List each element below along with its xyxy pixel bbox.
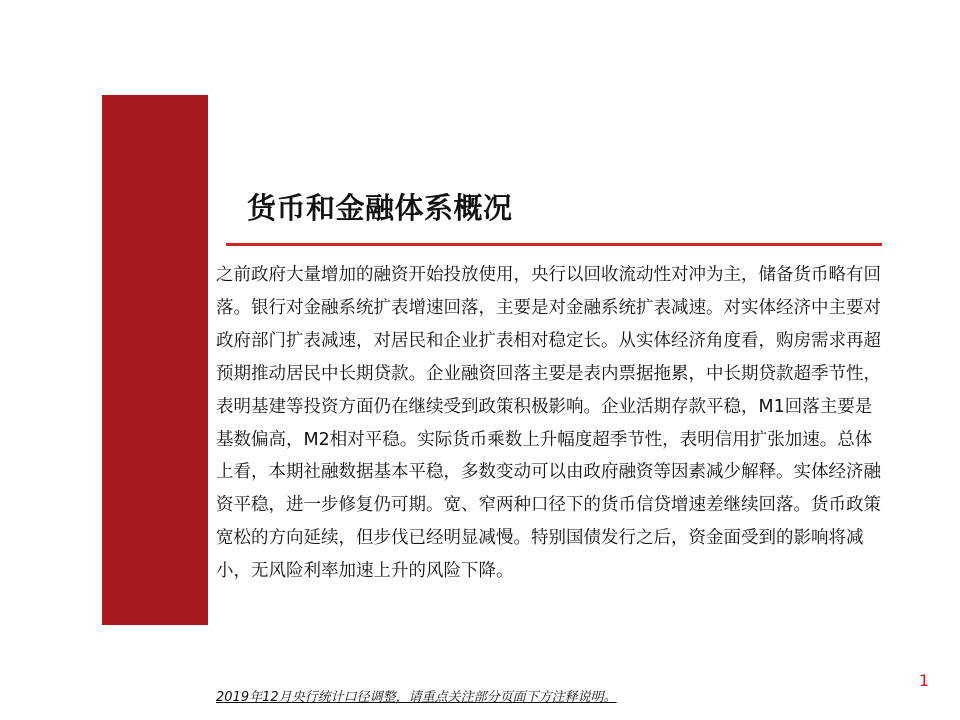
body-line: 上看，本期社融数据基本平稳，多数变动可以由政府融资等因素减少解释。实体经济融 xyxy=(216,462,881,483)
body-line: 表明基建等投资方面仍在继续受到政策积极影响。企业活期存款平稳，M1回落主要是 xyxy=(216,396,873,417)
body-line: 资平稳，进一步修复仍可期。宽、窄两种口径下的货币信贷增速差继续回落。货币政策 xyxy=(216,495,881,516)
body-line: 小，无风险利率加速上升的风险下降。 xyxy=(216,561,514,582)
body-line: 落。银行对金融系统扩表增速回落，主要是对金融系统扩表减速。对实体经济中主要对 xyxy=(216,297,881,318)
body-line: 之前政府大量增加的融资开始投放使用，央行以回收流动性对冲为主，储备货币略有回 xyxy=(216,265,881,285)
title-underline xyxy=(226,243,882,246)
decorative-red-bar xyxy=(102,95,208,625)
body-paragraph xyxy=(216,259,938,588)
body-line: 基数偏高，M2相对平稳。实际货币乘数上升幅度超季节性，表明信用扩张加速。总体 xyxy=(216,429,873,450)
body-line: 宽松的方向延续，但步伐已经明显减慢。特别国债发行之后，资金面受到的影响将减 xyxy=(216,528,864,549)
body-line: 政府部门扩表减速，对居民和企业扩表相对稳定长。从实体经济角度看，购房需求再超 xyxy=(216,330,881,351)
slide-title: 货币和金融体系概况 xyxy=(247,191,513,225)
page-number: 1 xyxy=(918,671,929,690)
footnote: 2019年12月央行统计口径调整，请重点关注部分页面下方注释说明。 xyxy=(216,690,617,705)
body-line: 预期推动居民中长期贷款。企业融资回落主要是表内票据拖累，中长期贷款超季节性， xyxy=(216,363,881,384)
